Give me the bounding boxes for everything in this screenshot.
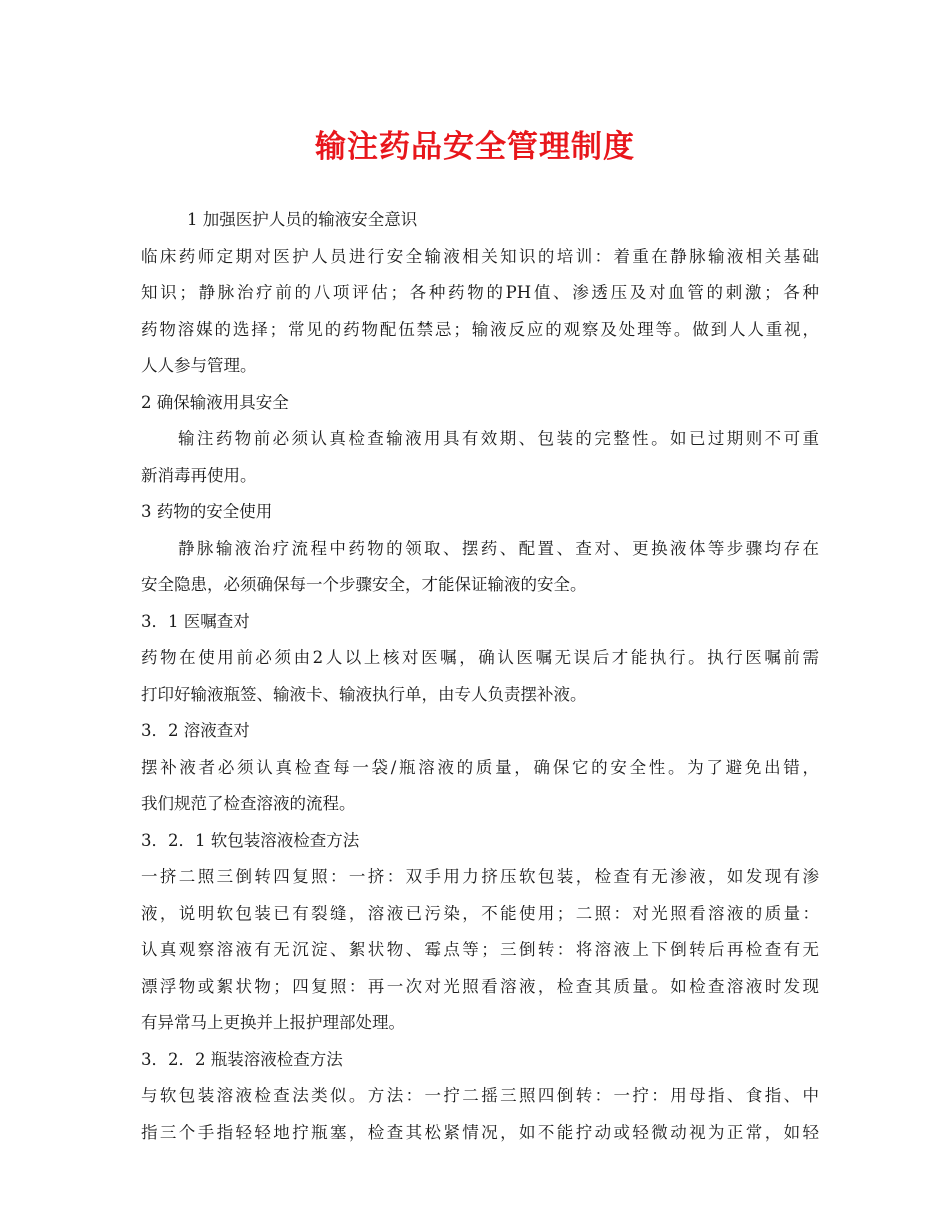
subsection-heading-3-2: 3．2 溶液查对: [141, 721, 250, 740]
subsection-heading-3-2-1: 3．2．1 软包装溶液检查方法: [141, 830, 360, 850]
document-title: 输注药品安全管理制度: [315, 129, 635, 165]
paragraph-line: 我们规范了检查溶液的流程。: [141, 794, 356, 813]
paragraph-line: 药物在使用前必须由2人以上核对医嘱，确认医嘱无误后才能执行。执行医嘱前需: [141, 648, 819, 667]
paragraph-line: 一挤二照三倒转四复照：一挤：双手用力挤压软包装，检查有无渗液，如发现有渗: [141, 867, 819, 886]
paragraph-line: 知识；静脉治疗前的八项评估；各种药物的PH值、渗透压及对血管的刺激；各种: [141, 283, 819, 302]
paragraph-line: 药物溶媒的选择；常见的药物配伍禁忌；输液反应的观察及处理等。做到人人重视，: [141, 319, 819, 339]
subsection-heading-3-2-2: 3．2．2 瓶装溶液检查方法: [141, 1049, 343, 1069]
section-heading-1: 1 加强医护人员的输液安全意识: [187, 210, 418, 229]
paragraph-line: 液，说明软包装已有裂缝，溶液已污染，不能使用；二照：对光照看溶液的质量：: [141, 903, 819, 923]
paragraph-line: 与软包装溶液检查法类似。方法：一拧二摇三照四倒转：一拧：用母指、食指、中: [141, 1086, 819, 1105]
paragraph-line: 指三个手指轻轻地拧瓶塞，检查其松紧情况，如不能拧动或轻微动视为正常，如轻: [141, 1122, 819, 1142]
paragraph-line: 人人参与管理。: [141, 356, 257, 375]
paragraph-line: 静脉输液治疗流程中药物的领取、摆药、配置、查对、更换液体等步骤均存在: [178, 538, 819, 558]
paragraph-line: 临床药师定期对医护人员进行安全输液相关知识的培训：着重在静脉输液相关基础: [141, 246, 819, 266]
paragraph-line: 摆补液者必须认真检查每一袋/瓶溶液的质量，确保它的安全性。为了避免出错，: [141, 757, 819, 777]
subsection-heading-3-1: 3．1 医嘱查对: [141, 611, 250, 631]
paragraph-line: 新消毒再使用。: [141, 465, 257, 485]
paragraph-line: 打印好输液瓶签、输液卡、输液执行单，由专人负责摆补液。: [141, 684, 587, 704]
section-heading-2: 2 确保输液用具安全: [141, 392, 289, 412]
document-body: [141, 202, 819, 1151]
paragraph-line: 有异常马上更换并上报护理部处理。: [141, 1013, 405, 1032]
paragraph-line: 漂浮物或絮状物；四复照：再一次对光照看溶液，检查其质量。如检查溶液时发现: [141, 976, 819, 996]
paragraph-line: 输注药物前必须认真检查输液用具有效期、包装的完整性。如已过期则不可重: [178, 429, 819, 448]
paragraph-line: 认真观察溶液有无沉淀、絮状物、霉点等；三倒转：将溶液上下倒转后再检查有无: [141, 940, 819, 959]
paragraph-line: 安全隐患，必须确保每一个步骤安全，才能保证输液的安全。: [141, 575, 587, 594]
section-heading-3: 3 药物的安全使用: [141, 502, 273, 521]
